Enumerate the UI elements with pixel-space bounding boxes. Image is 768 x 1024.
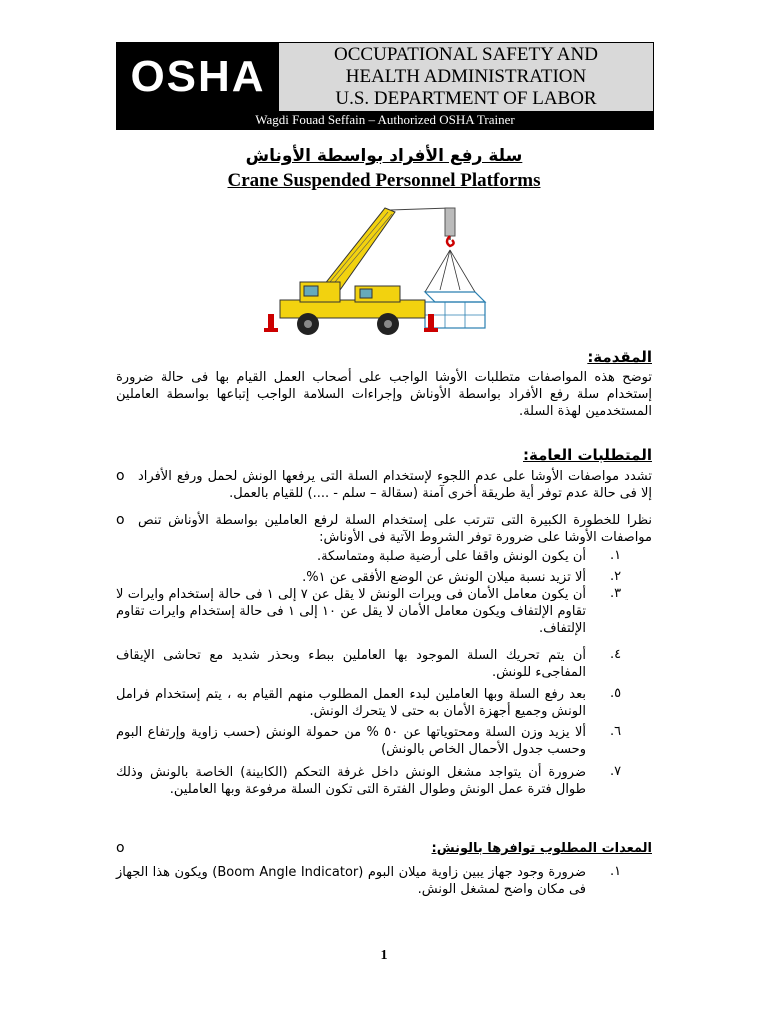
crane-boom [320,208,395,290]
equipment-heading-text: المعدات المطلوب توافرها بالونش: [431,841,652,856]
platform-slings [425,250,475,292]
intro-heading: المقدمة: [587,348,652,366]
item-number: ٦. [610,724,622,739]
equipment-item: ضرورة وجود جهاز يبين زاوية ميلان البوم (Boom Angle Indicator) ويكون هذا الجهاز فى مكان واضح لمشغل الونش. [116,865,586,897]
crane-illustration [260,200,500,345]
requirement-item: ألا تزيد نسبة ميلان الونش عن الوضع الأفقى عن ١%. [302,570,586,585]
osha-header [116,42,654,130]
item-number: ٣. [610,586,622,601]
item-number: ٧. [610,764,622,779]
item-number: ٤. [610,647,622,662]
agency-title-line1: OCCUPATIONAL SAFETY AND [334,44,598,65]
list-item [116,468,652,502]
page-number: 1 [380,948,388,963]
item-number: ١. [610,864,622,879]
equipment-section [116,840,652,857]
document-title-english-text: Crane Suspended Personnel Platforms [227,170,541,191]
agency-title [279,43,653,111]
crane-cable [390,208,450,210]
list-item [116,512,652,546]
document-title-arabic-text: سلة رفع الأفراد بواسطة الأوناش [245,146,523,166]
document-title-english [0,170,768,192]
requirement-item: أن يتم تحريك السلة الموجود بها العاملين ببطء وبحذر شديد مع تحاشى الإيقاف المفاجىء للونش. [116,648,586,680]
bullet-marker: o [116,840,125,856]
item-number: ٥. [610,686,622,701]
general-requirements-heading: المتطلبات العامة: [523,446,652,464]
crane-carrier [280,282,425,318]
agency-title-line3: U.S. DEPARTMENT OF LABOR [335,88,597,109]
hook-block [445,208,455,236]
trainer-line: Wagdi Fouad Seffain – Authorized OSHA Trainer [117,111,653,129]
bullet-marker: o [116,468,125,484]
equipment-heading [138,840,652,857]
intro-paragraph: توضح هذه المواصفات متطلبات الأوشا الواجب على أصحاب العمل القيام بها فى حالة ضرورة إستخدام سلة رفع الأفراد بواسطة الأوناش وإجراءات السلامة الواجب إتباعها بواسطة العاملين المستخدمين لهذة السلة. [116,370,652,419]
requirement-item: ألا يزيد وزن السلة ومحتوياتها عن ٥٠ % من حمولة الونش (حسب زاوية وإرتفاع البوم وحسب جدول الأحمال الخاص بالونش) [116,725,586,757]
agency-title-line2: HEALTH ADMINISTRATION [345,66,587,87]
item-number: ٢. [610,569,622,584]
item-number: ١. [610,548,622,563]
bullet-text: نظرا للخطورة الكبيرة التى تترتب على إستخدام السلة لرفع العاملين بواسطة الأوناش تنص مواصفات الأوشا على ضرورة توفر الشروط الآتية فى الأوناش: [138,513,652,545]
bullet-text: تشدد مواصفات الأوشا على عدم اللجوء لإستخدام السلة التى يرفعها الونش لحمل ورفع الأفراد إلا فى حالة عدم توفر أية طريقة أخرى آمنة (سقالة – سلم - ....) للقيام بالعمل. [138,469,652,501]
requirement-item: ضرورة أن يتواجد مشغل الونش داخل غرفة التحكم (الكابينة) الخاصة بالونش وذلك طوال فترة عمل الونش وطوال الفترة التى تكون السلة مرفوعة وبها العاملين. [116,765,586,797]
bullet-marker: o [116,512,125,528]
requirement-item: أن يكون الونش واقفا على أرضية صلبة ومتماسكة. [316,549,586,564]
requirement-item: أن يكون معامل الأمان فى ويرات الونش لا يقل عن ٧ إلى ١ فى حالة إستخدام وايرات لا تقاوم الإلتفاف ويكون معامل الأمان لا يقل عن ١٠ إلى ١ فى حالة إستخدام وايرات تقاوم الإلتفاف. [116,587,586,636]
osha-logo: OSHA [117,43,279,111]
requirement-item: بعد رفع السلة وبها العاملين لبدء العمل المطلوب منهم القيام به ، يتم إستخدام فرامل الونش وجميع أجهزة الأمان به حتى لا يتحرك الونش. [116,687,586,719]
document-title-arabic [0,146,768,166]
